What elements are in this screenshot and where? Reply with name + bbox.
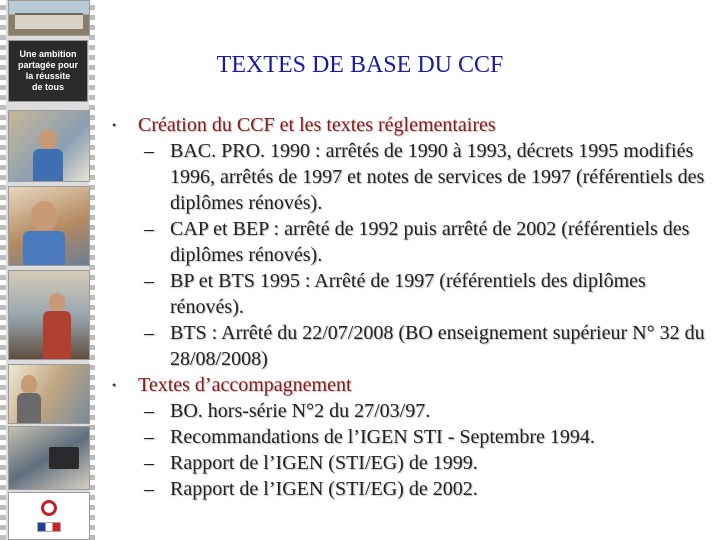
list-item: – BTS : Arrêté du 22/07/2008 (BO enseignement supérieur N° 32 du 28/08/2008) [144, 322, 705, 370]
school-building-photo [8, 0, 90, 36]
classroom-photo-1 [8, 110, 90, 182]
computer-room-photo [8, 426, 90, 490]
bullet-icon: • [112, 378, 117, 392]
section-accompanying-texts [112, 372, 712, 502]
section-regulatory-texts [112, 112, 712, 372]
french-flag-icon [37, 522, 61, 532]
bullet-icon: • [112, 118, 117, 132]
ministry-emblem-icon [41, 500, 57, 516]
list-item: – Rapport de l’IGEN (STI/EG) de 2002. [144, 478, 478, 500]
list-item: – Rapport de l’IGEN (STI/EG) de 1999. [144, 452, 478, 474]
list-item: – BO. hors-série N°2 du 27/03/97. [144, 400, 431, 422]
slide-body [112, 112, 712, 502]
list-item: – Recommandations de l’IGEN STI - Septembre 1994. [144, 426, 595, 448]
classroom-photo-4 [8, 364, 90, 424]
section-heading: Textes d’accompagnement [138, 374, 352, 396]
classroom-photo-2 [8, 186, 90, 266]
list-item: – CAP et BEP : arrêté de 1992 puis arrêté de 2002 (référentiels des diplômes rénovés). [144, 218, 690, 266]
list-item: – BP et BTS 1995 : Arrêté de 1997 (référentiels des diplômes rénovés). [144, 270, 646, 318]
classroom-photo-3 [8, 270, 90, 360]
ambition-logo: Une ambition partagée pour la réussite de tous [8, 40, 88, 102]
decorative-photo-strip [0, 0, 95, 540]
list-item: – BAC. PRO. 1990 : arrêtés de 1990 à 1993, décrets 1995 modifiés 1996, arrêtés de 1997 et notes de services de 1997 (référentiels des diplômes rénovés). [144, 140, 705, 214]
slide-title: TEXTES DE BASE DU CCF [216, 52, 504, 78]
ministry-logo [8, 492, 90, 540]
section-heading: Création du CCF et les textes réglementaires [138, 114, 496, 136]
film-perforation-left [0, 0, 6, 540]
